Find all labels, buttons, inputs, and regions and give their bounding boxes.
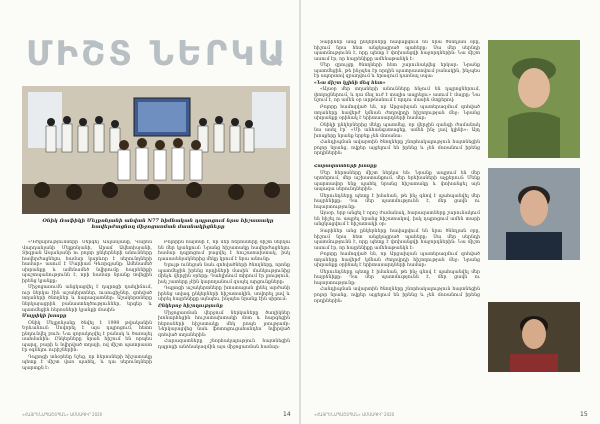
paragraph: Բոլորը համոզված են, որ Արցախյան պատերազմում զոհված տղաները հավերժ կմնան ժողովրդի հիշողության մեջ։ Նրանց սխրանքը օրինակ է երիտասարդների համար։ (314, 105, 480, 122)
subheading: «Նա միշտ կլինի մեզ հետ» (314, 80, 386, 86)
article-column-1 (22, 240, 152, 408)
paragraph: Օնիկի ընկերներից մեկը պատմեց, որ վերջին զանգի ժամանակ նա ասել էր՝ «Մի անհանգստացեք, ամեն ինչ լավ կլինի»։ Այդ խոսքերը նրանք երբեք չեն մոռանա։ (314, 122, 480, 139)
paragraph: Այսօր, երբ անցել է որոշ ժամանակ, հարազատները շարունակում են հիշել ու ապրել նրանց հիշատակով, իսկ դպրոցում ամեն տարի անցկացվում է հիշատակի օր։ (314, 211, 480, 228)
article-column-2 (158, 240, 290, 408)
paragraph: «Դժվարությունների Սերգեյ Ասլանյանը, Կարեն Վարդանյանի Մելքոնյանի, Արամ Ավետիսյանի, Տիգրան Ասլանյանի ու բոլոր ընկերների անունները հավերժացնելու համար կարևոր է սերունդների համար» ասում է Մարիամ Գևորգյանը։ Ամենամեծ սխրանքը և ամենամեծ նվիրումը հայրենիքի պաշտպանությունն է, որի համար նրանք տվեցին իրենց կյանքը։ (22, 240, 152, 284)
page-footer: «ՀԱՅՐԵՆԱՊԱՇՏՊԱՆ» ԱՄՍԱԳԻՐ 2020 (22, 412, 103, 417)
spine-divider (299, 0, 301, 424)
article-column-3 (314, 40, 480, 160)
page-footer: «ՀԱՅՐԵՆԱՊԱՇՏՊԱՆ» ԱՄՍԱԳԻՐ 2020 (314, 412, 395, 417)
paragraph: Բոլորին հայտնի է, որ մեր հերոսները միշտ ներկա են մեր կյանքում։ Նրանց հիշատակը հավերժացնելու համար դպրոցում բացվել է հուշատախտակ, իսկ դասասենյակներից մեկը կրում է նրա անունը։ (158, 240, 290, 262)
young-man-portrait (488, 168, 580, 260)
paragraph: Սերունդները պետք է իմանան, թե ինչ գնով է պահպանվել մեր հայրենիքը։ Դա մեր պատմությունն է, մեր ցավն ու հպարտությունը։ (314, 193, 480, 210)
paragraph: Հարազատները շնորհակալություն հայտնեցին դպրոցի անձնակազմին այս միջոցառման համար։ (158, 339, 290, 350)
paragraph: Սերունդները պետք է իմանան, թե ինչ գնով է պահպանվել մեր հայրենիքը։ Դա մեր պատմությունն է, մեր ցավն ու հպարտությունը։ (314, 269, 480, 286)
article-column-4 (314, 164, 480, 408)
paragraph: Միջոցառման վերջում ներկաները ծաղիկներ խոնարհեցին հուշատախտակի մոտ և հարգեցին հերոսների հիշատակը մեկ րոպե լռությամբ։ Ներկայացվեց նաև ֆոտոցուցահանդես՝ նվիրված զոհված տղաներին։ (158, 310, 290, 338)
paragraph: Տարիներ անց ընկերները հավաքվում են նրա ծննդյան օրը, հիշում նրա հետ անցկացրած պահերը։ Սա մեր սերնդի պատմությունն է, որը պետք է փոխանցվի հաջորդներին։ Նա միշտ ասում էր, որ հայրենիքը ամենաթանկն է։ (314, 40, 480, 62)
page-number: 14 (283, 411, 291, 418)
paragraph: Դպրոցի աշակերտները խոստացան լինել արժանի իրենց ավագ ընկերների հիշատակին, սովորել լավ և սիրել հայրենիքը այնպես, ինչպես նրանք էին սիրում։ (158, 286, 290, 303)
paragraph: Միջոցառումն անցկացվել է դպրոցի դահլիճում, ուր ներկա էին աշակերտներ, ուսուցիչներ, զոհված տղաների ծնողներ և հարազատներ։ Աշակերտները ներկայացրին բանաստեղծություններ, երգեր և պատմեցին հերոսների կյանքի մասին։ (22, 285, 152, 313)
photo-caption: Օնիկ Ռաֆիկի Մելքոնյանի անվան N77 հիմնական դպրոցում նրա հիշատակը հավերժացնող միջոցառման մասնակիցները (42, 218, 274, 231)
class-photo (22, 86, 290, 214)
boy-portrait-icon (488, 302, 580, 372)
paragraph: Դպրոցի տնօրենը նշեց, որ հերոսների հիշատակը պետք է միշտ վառ պահել, և դա սերունդների պարտքն է։ (22, 354, 152, 372)
page-title: ՄԻՇՏ ՆԵՐԿԱ (26, 34, 289, 74)
soldier-portrait (488, 40, 580, 158)
boy-portrait (488, 302, 580, 372)
paragraph: Տարիներ անց ընկերները հավաքվում են նրա ծննդյան օրը, հիշում նրա հետ անցկացրած պահերը։ Սա մեր սերնդի պատմությունն է, որը պետք է փոխանցվի հաջորդներին։ Նա միշտ ասում էր, որ հայրենիքը ամենաթանկն է։ (314, 229, 480, 251)
page-number: 15 (580, 411, 588, 418)
classroom-scene (22, 86, 290, 214)
paragraph: Ելույթ ունեցան նաև զոհվածների ծնողները, որոնք պատմեցին իրենց որդիների մասին՝ մանկությունից մինչև վերջին օրերը։ Դահլիճում տիրում էր լռություն, իսկ շատերը չէին կարողանում զսպել արցունքները։ (158, 263, 290, 285)
paragraph: «Այսօր մեր տղաների անունները հնչում են դպրոցներում, փողոցներում, և դա մեզ ուժ է տալիս ապրելու» ասում է մայրը։ Նա նշում է, որ ամեն օր արթնանում է որդու մասին մտքերով։ (314, 87, 480, 104)
subheading: Հարազատների խոսքը (314, 164, 377, 169)
paragraph: Մեր զրույցը ծնողների հետ շարունակվեց երկար։ Նրանք պատմեցին, թե ինչպես էր որդին պատրաստվում բանակին, ինչպես էր սպորտով զբաղվում և երազում դառնալ սպա։ (314, 63, 480, 80)
paragraph: Օնիկ Մելքոնյանը ծնվել է 1998 թվականին Երևանում։ Սովորել է այս դպրոցում, հետո ընդունվել բուհ։ Նա զորակոչվել է բանակ և ծառայել սահմանին։ Ընկերները նրան հիշում են որպես պարզ, բարի և նվիրված տղայի, ով միշտ պատրաստ էր օգնելու ուրիշներին։ (22, 320, 152, 354)
paragraph: Հանդիպման ավարտին ծնողները շնորհակալություն հայտնեցին բոլոր նրանց, ովքեր այցելում են իրենց և չեն մոռանում իրենց որդիներին։ (314, 287, 480, 304)
paragraph: Բոլորը համոզված են, որ Արցախյան պատերազմում զոհված տղաները հավերժ կմնան ժողովրդի հիշողության մեջ։ Նրանց սխրանքը օրինակ է երիտասարդների համար։ (314, 252, 480, 269)
subheading: Ընկերոջ հիշողությունը (158, 304, 223, 310)
paragraph: Մեր հերոսները միշտ ներկա են։ Նրանք ապրում են մեր սրտերում, մեր աշխատանքում, մեր երեխաների աչքերում։ Մենք պարտավոր ենք պահել նրանց հիշատակը և փոխանցել այն ապագա սերունդներին։ (314, 170, 480, 193)
subheading: Մայրիկի խոսքը (22, 314, 67, 320)
soldier-portrait-icon (488, 40, 580, 158)
paragraph: Հանդիպման ավարտին ծնողները շնորհակալություն հայտնեցին բոլոր նրանց, ովքեր այցելում են իրենց և չեն մոռանում իրենց որդիներին։ (314, 140, 480, 157)
young-man-portrait-icon (488, 168, 580, 260)
